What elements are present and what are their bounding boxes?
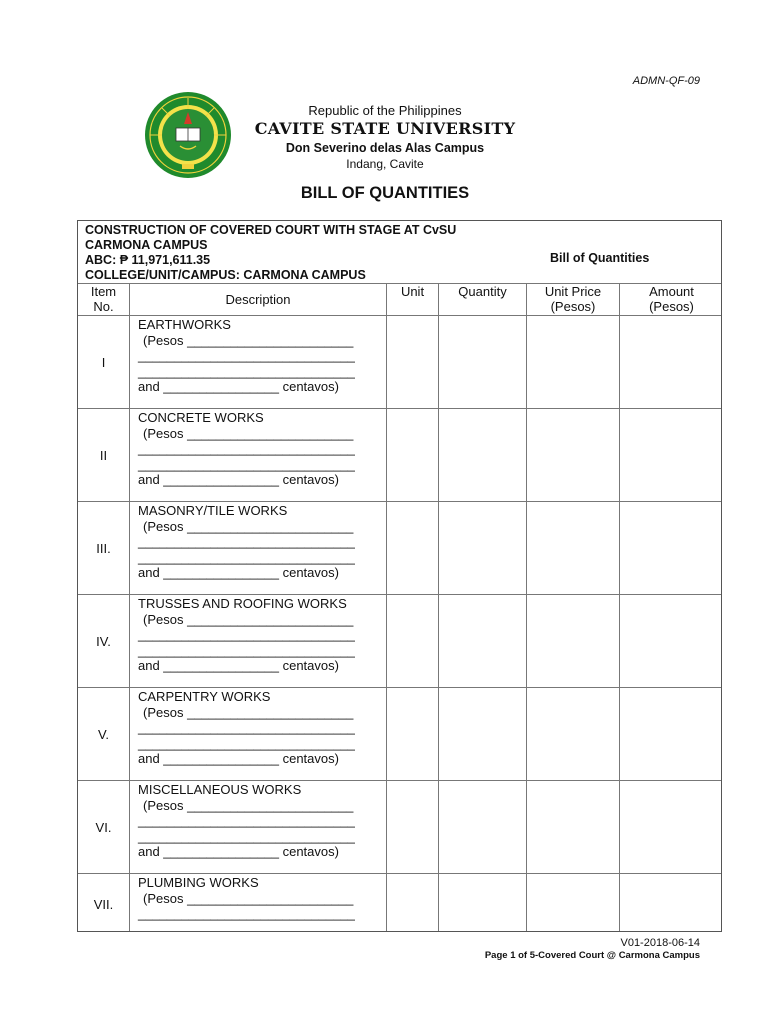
amount-in-words-blank: ______________________________ bbox=[138, 828, 355, 844]
amount-in-words-blank: ______________________________ bbox=[138, 720, 355, 735]
item-description: TRUSSES AND ROOFING WORKS bbox=[138, 596, 347, 611]
item-description: PLUMBING WORKS bbox=[138, 875, 259, 890]
item-number: VII. bbox=[78, 874, 130, 933]
table-row bbox=[78, 502, 723, 595]
item-number: V. bbox=[78, 688, 130, 781]
amount-in-words-pesos: (Pesos _______________________ bbox=[143, 332, 354, 348]
document-title: BILL OF QUANTITIES bbox=[300, 184, 470, 202]
unit-cell bbox=[387, 781, 439, 874]
form-version: V01-2018-06-14 bbox=[620, 937, 700, 949]
unit-price-cell bbox=[527, 316, 620, 409]
col-amount: Amount (Pesos) bbox=[620, 284, 723, 316]
quantity-cell bbox=[439, 688, 527, 781]
amount-in-words-centavos: and ________________ centavos) bbox=[138, 844, 339, 859]
col-item-no: Item No. bbox=[78, 284, 130, 316]
item-description-cell bbox=[130, 688, 387, 781]
amount-in-words-pesos: (Pesos _______________________ bbox=[143, 704, 354, 720]
unit-cell bbox=[387, 874, 439, 933]
unit-cell bbox=[387, 688, 439, 781]
item-description: CONCRETE WORKS bbox=[138, 410, 264, 425]
unit-price-cell bbox=[527, 781, 620, 874]
item-number: I bbox=[78, 316, 130, 409]
amount-in-words-centavos: and ________________ centavos) bbox=[138, 379, 339, 394]
college-unit-campus: COLLEGE/UNIT/CAMPUS: CARMONA CAMPUS bbox=[85, 268, 366, 282]
item-number: VI. bbox=[78, 781, 130, 874]
item-description-cell bbox=[130, 316, 387, 409]
item-number: IV. bbox=[78, 595, 130, 688]
project-title-line-1: CONSTRUCTION OF COVERED COURT WITH STAGE AT CvSU bbox=[85, 223, 457, 237]
unit-price-cell bbox=[527, 502, 620, 595]
quantity-cell bbox=[439, 874, 527, 933]
item-number: II bbox=[78, 409, 130, 502]
item-description-cell bbox=[130, 502, 387, 595]
amount-in-words-blank: ______________________________ bbox=[138, 549, 355, 565]
table-row bbox=[78, 781, 723, 874]
quantities-table bbox=[77, 283, 722, 932]
amount-in-words-pesos: (Pesos _______________________ bbox=[143, 890, 354, 906]
amount-in-words-centavos: and ________________ centavos) bbox=[138, 751, 339, 766]
table-row bbox=[78, 409, 723, 502]
quantity-cell bbox=[439, 502, 527, 595]
amount-in-words-pesos: (Pesos _______________________ bbox=[143, 518, 354, 534]
unit-cell bbox=[387, 595, 439, 688]
amount-cell bbox=[620, 502, 723, 595]
table-row bbox=[78, 688, 723, 781]
table-header-row bbox=[78, 284, 723, 316]
bill-of-quantities-frame bbox=[77, 220, 722, 932]
item-description: CARPENTRY WORKS bbox=[138, 689, 271, 704]
amount-in-words-blank: ______________________________ bbox=[138, 456, 355, 472]
project-title-line-2: CARMONA CAMPUS bbox=[85, 238, 208, 252]
campus-location: Indang, Cavite bbox=[346, 157, 424, 171]
item-description: EARTHWORKS bbox=[138, 317, 231, 332]
amount-cell bbox=[620, 595, 723, 688]
amount-in-words-blank: ______________________________ bbox=[138, 906, 355, 921]
unit-price-cell bbox=[527, 409, 620, 502]
item-description-cell bbox=[130, 409, 387, 502]
amount-in-words-centavos: and ________________ centavos) bbox=[138, 565, 339, 580]
amount-in-words-blank: ______________________________ bbox=[138, 813, 355, 828]
item-description: MASONRY/TILE WORKS bbox=[138, 503, 288, 518]
table-row bbox=[78, 316, 723, 409]
unit-price-cell bbox=[527, 595, 620, 688]
amount-in-words-blank: ______________________________ bbox=[138, 348, 355, 363]
amount-in-words-blank: ______________________________ bbox=[138, 735, 355, 751]
table-row bbox=[78, 874, 723, 933]
amount-cell bbox=[620, 688, 723, 781]
amount-in-words-pesos: (Pesos _______________________ bbox=[143, 425, 354, 441]
amount-in-words-blank: ______________________________ bbox=[138, 642, 355, 658]
item-description-cell bbox=[130, 595, 387, 688]
unit-price-cell bbox=[527, 874, 620, 933]
amount-in-words-blank: ______________________________ bbox=[138, 534, 355, 549]
col-unit-price: Unit Price (Pesos) bbox=[527, 284, 620, 316]
quantity-cell bbox=[439, 595, 527, 688]
amount-in-words-blank: ______________________________ bbox=[138, 627, 355, 642]
republic-line: Republic of the Philippines bbox=[308, 103, 462, 118]
approved-budget: ABC: ₱ 11,971,611.35 bbox=[85, 253, 211, 267]
amount-in-words-blank: ______________________________ bbox=[138, 363, 355, 379]
quantity-cell bbox=[439, 409, 527, 502]
amount-cell bbox=[620, 409, 723, 502]
unit-price-cell bbox=[527, 688, 620, 781]
project-info bbox=[85, 223, 456, 283]
amount-cell bbox=[620, 874, 723, 933]
item-description-cell bbox=[130, 874, 387, 933]
item-description: MISCELLANEOUS WORKS bbox=[138, 782, 302, 797]
amount-in-words-blank: ______________________________ bbox=[138, 441, 355, 456]
unit-cell bbox=[387, 502, 439, 595]
quantity-cell bbox=[439, 781, 527, 874]
col-quantity: Quantity bbox=[439, 284, 527, 316]
col-unit: Unit bbox=[387, 284, 439, 316]
amount-in-words-centavos: and ________________ centavos) bbox=[138, 472, 339, 487]
university-name: CAVITE STATE UNIVERSITY bbox=[254, 119, 516, 138]
amount-in-words-pesos: (Pesos _______________________ bbox=[143, 611, 354, 627]
amount-in-words-pesos: (Pesos _______________________ bbox=[143, 797, 354, 813]
page-number: Page 1 of 5-Covered Court @ Carmona Campus bbox=[484, 950, 700, 961]
quantity-cell bbox=[439, 316, 527, 409]
amount-cell bbox=[620, 781, 723, 874]
campus-name: Don Severino delas Alas Campus bbox=[285, 141, 485, 155]
form-code: ADMN-QF-09 bbox=[632, 75, 700, 87]
amount-cell bbox=[620, 316, 723, 409]
item-number: III. bbox=[78, 502, 130, 595]
unit-cell bbox=[387, 409, 439, 502]
col-description: Description bbox=[130, 284, 387, 316]
table-row bbox=[78, 595, 723, 688]
unit-cell bbox=[387, 316, 439, 409]
item-description-cell bbox=[130, 781, 387, 874]
bill-of-quantities-label: Bill of Quantities bbox=[550, 251, 650, 265]
letterhead bbox=[235, 102, 535, 172]
university-seal-logo bbox=[140, 90, 236, 180]
amount-in-words-centavos: and ________________ centavos) bbox=[138, 658, 339, 673]
